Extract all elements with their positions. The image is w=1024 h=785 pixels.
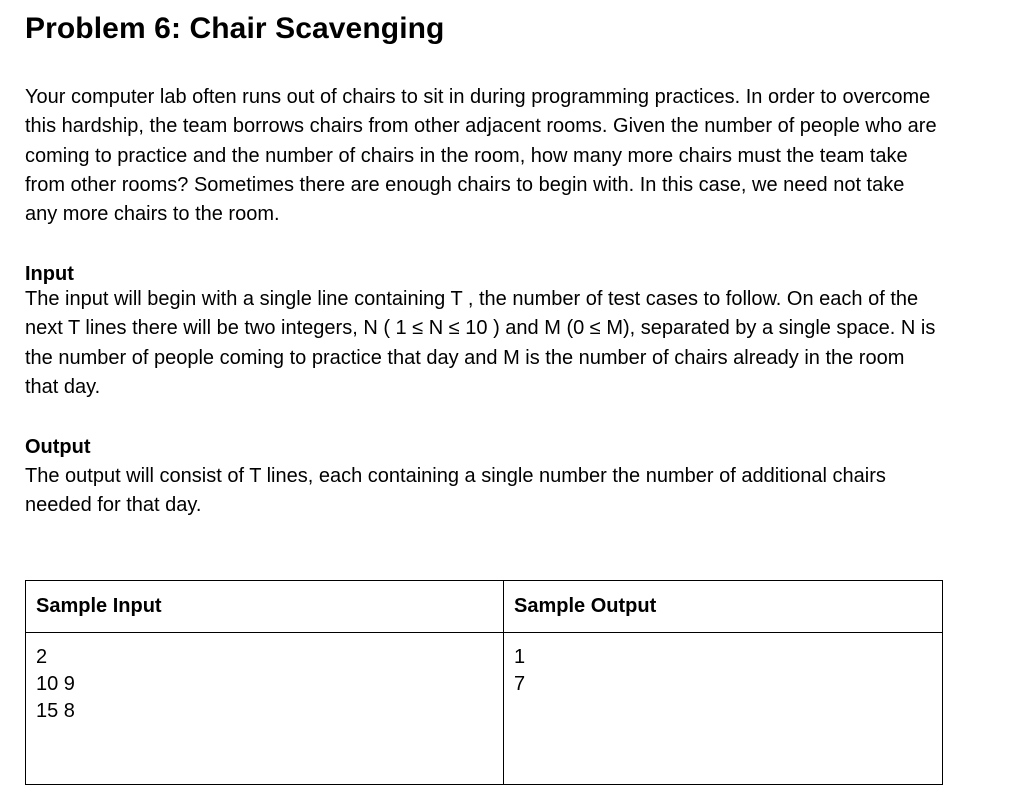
sample-output-line: 1 xyxy=(514,646,526,668)
output-description: The output will consist of T lines, each containing a single number the number of additional chairs needed for that day. xyxy=(25,465,886,517)
sample-input-line: 15 8 xyxy=(36,700,75,722)
sample-input-cell xyxy=(26,633,504,785)
sample-output-header: Sample Output xyxy=(504,581,943,633)
samples-header-row xyxy=(26,581,943,633)
input-heading: Input xyxy=(25,263,74,285)
samples-table xyxy=(25,580,943,785)
sample-input-line: 2 xyxy=(36,646,48,668)
output-heading: Output xyxy=(25,436,91,458)
page-title: Problem 6: Chair Scavenging xyxy=(25,12,445,45)
problem-description: Your computer lab often runs out of chairs to sit in during programming practices. In order to overcome this hardship, the team borrows chairs from other adjacent rooms. Given the number of people who are coming to practice and the number of chairs in the room, how many more chairs must the team take from other rooms? Sometimes there are enough chairs to begin with. In this case, we need not take any more chairs to the room. xyxy=(25,86,937,226)
sample-output-cell xyxy=(504,633,943,785)
sample-input-header: Sample Input xyxy=(26,581,504,633)
input-description: The input will begin with a single line containing T , the number of test cases to follow. On each of the next T lines there will be two integers, N ( 1 ≤ N ≤ 10 ) and M (0 ≤ M), separated by a single space. N is the number of people coming to practice that day and M is the number of chairs already in the room that day. xyxy=(25,288,936,398)
samples-data-row xyxy=(26,633,943,785)
sample-output-line: 7 xyxy=(514,673,526,695)
sample-input-line: 10 9 xyxy=(36,673,75,695)
